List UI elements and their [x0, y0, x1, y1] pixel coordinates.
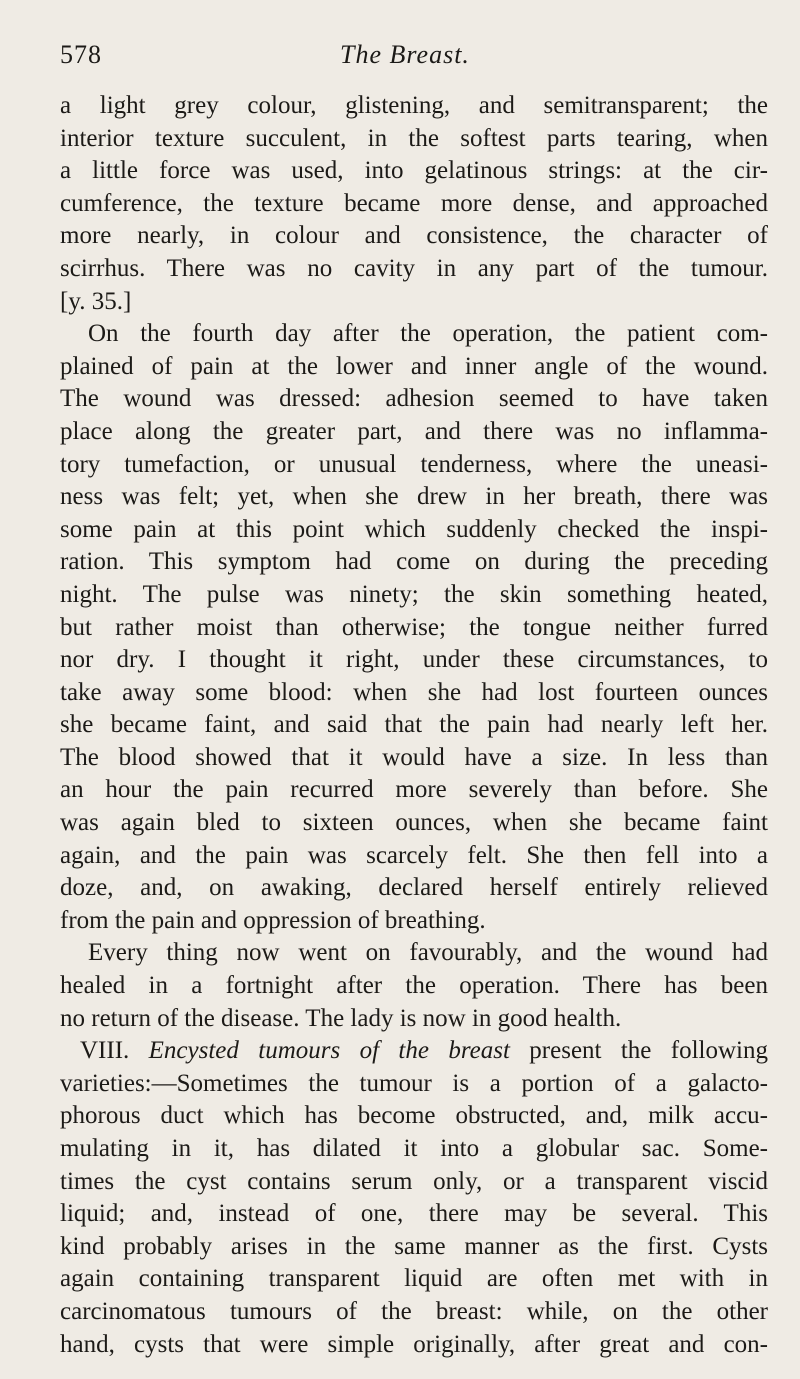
text-line: hand, cysts that were simple originally, after great and con-: [60, 1330, 768, 1358]
text-line: was again bled to sixteen ounces, when she became faint: [60, 809, 768, 837]
text-line: nor dry. I thought it right, under these circumstances, to: [60, 646, 768, 674]
text-line: [y. 35.]: [60, 287, 132, 315]
text-line: cumference, the texture became more dense, and approached: [60, 189, 768, 217]
text-line: a little force was used, into gelatinous strings: at the cir-: [60, 157, 768, 185]
text-line: mulating in it, has dilated it into a globular sac. Some-: [60, 1135, 768, 1162]
text-line: take away some blood: when she had lost fourteen ounces: [60, 678, 768, 706]
text-line: more nearly, in colour and consistence, the character of: [60, 222, 768, 250]
text-line: liquid; and, instead of one, there may be several. This: [60, 1200, 768, 1228]
text-line: scirrhus. There was no cavity in any part of the tumour.: [60, 254, 768, 282]
text-line: On the fourth day after the operation, the patient com-: [88, 320, 768, 348]
text-line: no return of the disease. The lady is now in good health.: [60, 1004, 622, 1032]
text-line: a light grey colour, glistening, and semitransparent; the: [60, 92, 768, 119]
text-line: again containing transparent liquid are often met with in: [60, 1265, 768, 1293]
text-line: The wound was dressed: adhesion seemed to have taken: [60, 385, 768, 413]
text-line: night. The pulse was ninety; the skin something heated,: [60, 580, 768, 608]
text-line: Every thing now went on favourably, and the wound had: [88, 939, 768, 967]
text-line: times the cyst contains serum only, or a transparent viscid: [60, 1167, 768, 1195]
text-line: but rather moist than otherwise; the tongue neither furred: [60, 613, 768, 641]
text-line: carcinomatous tumours of the breast: while, on the other: [60, 1297, 768, 1325]
section-heading-italic: Encysted tumours of the breast: [148, 1037, 510, 1065]
text-line: tory tumefaction, or unusual tenderness, where the uneasi-: [60, 450, 768, 478]
text-line: place along the greater part, and there was no inflamma-: [60, 417, 768, 445]
text-line: an hour the pain recurred more severely than before. She: [60, 776, 768, 804]
text-line: ness was felt; yet, when she drew in her breath, there was: [60, 483, 768, 511]
text-line: kind probably arises in the same manner as the first. Cysts: [60, 1232, 768, 1260]
page-number: 578: [60, 40, 102, 69]
text-line: phorous duct which has become obstructed, and, milk accu-: [60, 1102, 768, 1130]
text-line: interior texture succulent, in the softest parts tearing, when: [60, 124, 768, 152]
text-line: some pain at this point which suddenly checked the inspi-: [60, 515, 768, 543]
running-head: [60, 40, 768, 76]
text-line: The blood showed that it would have a size. In less than: [60, 743, 768, 771]
running-title: The Breast.: [340, 40, 470, 69]
text-line: plained of pain at the lower and inner angle of the wound.: [60, 352, 768, 380]
text-line: VIII. Encysted tumours of the breast present the following: [80, 1037, 768, 1065]
text-line: ration. This symptom had come on during the preceding: [60, 548, 768, 576]
text-line: she became faint, and said that the pain had nearly left her.: [60, 711, 768, 739]
body-text: [60, 90, 768, 1361]
text-line: from the pain and oppression of breathing.: [60, 906, 486, 934]
text-line: doze, and, on awaking, declared herself entirely relieved: [60, 874, 768, 902]
text-line: again, and the pain was scarcely felt. She then fell into a: [60, 841, 768, 869]
text-line: varieties:—Sometimes the tumour is a portion of a galacto-: [60, 1069, 768, 1097]
text-line: healed in a fortnight after the operation. There has been: [60, 972, 768, 1000]
